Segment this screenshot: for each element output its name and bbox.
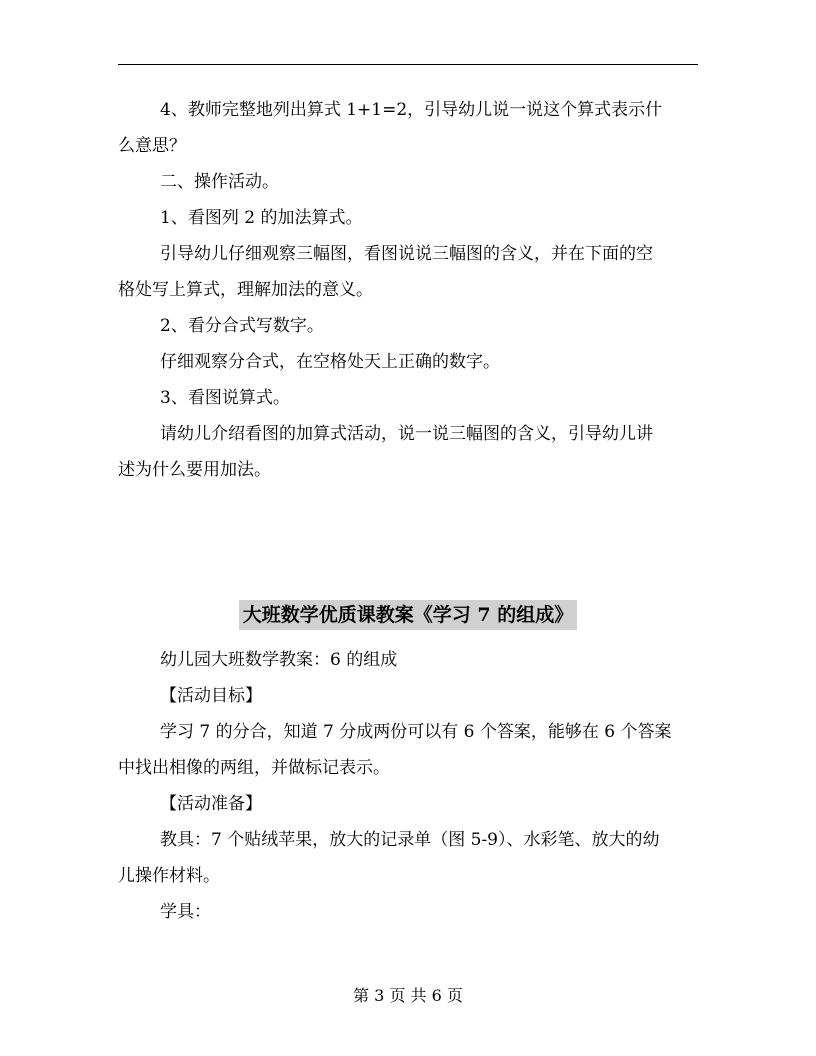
paragraph-line: 仔细观察分合式，在空格处天上正确的数字。 xyxy=(160,352,500,372)
paragraph-line: 中找出相像的两组，并做标记表示。 xyxy=(118,758,390,778)
paragraph-line: 引导幼儿仔细观察三幅图，看图说说三幅图的含义，并在下面的空 xyxy=(160,244,653,264)
step-heading: 3、看图说算式。 xyxy=(160,388,290,408)
step-heading: 2、看分合式写数字。 xyxy=(160,316,324,336)
section-title: 大班数学优质课教案《学习 7 的组成》 xyxy=(239,600,577,630)
paragraph-line: 学习 7 的分合，知道 7 分成两份可以有 6 个答案，能够在 6 个答案 xyxy=(160,722,672,742)
section-heading-operation: 二、操作活动。 xyxy=(160,172,279,192)
paragraph-line: 教具：7 个贴绒苹果，放大的记录单（图 5-9）、水彩笔、放大的幼 xyxy=(160,830,660,850)
paragraph-line: 述为什么要用加法。 xyxy=(118,460,271,480)
paragraph-line: 么意思？ xyxy=(118,136,186,156)
paragraph-line: 请幼儿介绍看图的加算式活动，说一说三幅图的含义，引导幼儿讲 xyxy=(160,424,653,444)
section-title-wrapper xyxy=(0,600,816,630)
paragraph-line: 儿操作材料。 xyxy=(118,866,220,886)
paragraph-line: 学具： xyxy=(160,902,211,922)
page-footer: 第 3 页 共 6 页 xyxy=(353,986,463,1005)
header-rule xyxy=(118,64,698,65)
paragraph-line: 格处写上算式，理解加法的意义。 xyxy=(118,280,373,300)
heading-activity-goals: 【活动目标】 xyxy=(160,686,262,706)
paragraph-line: 4、教师完整地列出算式 1+1=2，引导幼儿说一说这个算式表示什 xyxy=(160,100,663,120)
lesson-subtitle: 幼儿园大班数学教案：6 的组成 xyxy=(160,650,398,670)
heading-activity-preparation: 【活动准备】 xyxy=(160,794,262,814)
step-heading: 1、看图列 2 的加法算式。 xyxy=(160,208,363,228)
